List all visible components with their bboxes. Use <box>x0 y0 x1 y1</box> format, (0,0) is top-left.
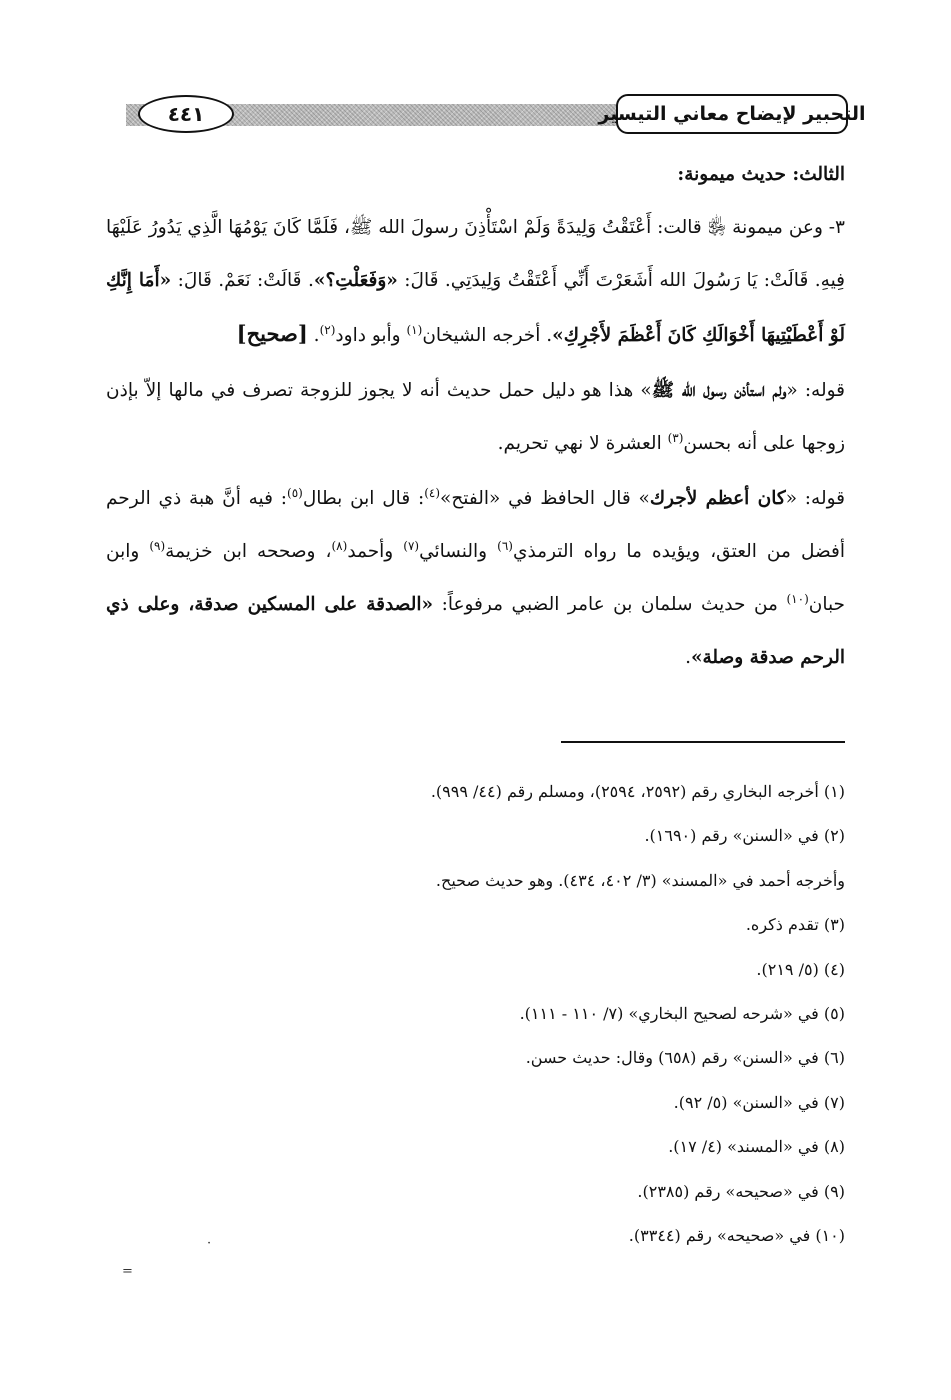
footnote-item: (٣) تقدم ذكره. <box>745 915 845 935</box>
commentary-paragraph <box>106 364 845 470</box>
scan-speck: · <box>207 1236 212 1251</box>
commentary-text: ، وصححه ابن خزيمة <box>165 541 332 562</box>
hadith-intro: وعن ميمونة ﵂ قالت: <box>651 217 823 238</box>
footnote-ref: (٤) <box>424 485 441 500</box>
footnote-item: (٢) في «السنن» رقم (١٦٩٠). <box>644 826 845 846</box>
footnote-item: وأخرجه أحمد في «المسند» (٣/ ٤٠٢، ٤٣٤). وهو حديث صحيح. <box>435 870 845 890</box>
commentary-text: من حديث سلمان بن عامر الضبي مرفوعاً: <box>433 594 787 615</box>
hadith-text: وأبو داود <box>335 325 407 346</box>
footnote-ref: (٨) <box>331 538 348 553</box>
footnote-item: (٨) في «المسند» (٤/ ١٧). <box>668 1137 845 1157</box>
commentary-text: العشرة لا نهي تحريم. <box>497 433 668 454</box>
footnote-ref: (٢) <box>319 322 336 337</box>
commentary-text: وأحمد <box>347 541 404 562</box>
hadith-number: ٣- <box>822 217 845 238</box>
footnote-item: (١) أخرجه البخاري رقم (٢٥٩٢، ٢٥٩٤)، ومسلم رقم (٤٤/ ٩٩٩). <box>430 782 845 801</box>
commentary-paragraph <box>106 472 845 684</box>
hadith-paragraph <box>106 201 845 362</box>
hadith-quote: «أَمَا إِنَّكِ لَوْ أَعْطَيْتِيهَا أَخْوَالَكِ كَانَ أَعْظَمَ لأَجْرِكِ» <box>106 270 845 346</box>
footnote-ref: (٩) <box>149 538 166 553</box>
header-title-frame <box>598 94 866 134</box>
commentary-text: : قال ابن بطال <box>302 488 425 509</box>
footnote-item: (٤) (٥/ ٢١٩). <box>756 959 845 979</box>
page-number-frame <box>138 95 234 133</box>
footnote-item: (٥) في «شرحه لصحيح البخاري» (٧/ ١١٠ - ١١١). <box>519 1004 845 1024</box>
footnote-ref: (٧) <box>403 538 420 553</box>
quoted-hadith: «الصدقة على المسكين صدقة، وعلى ذي الرحم صدقة وصلة» <box>106 594 845 668</box>
footnote-ref: (٣) <box>667 430 684 445</box>
footnote-item: (١٠) في «صحيحه» رقم (٣٣٤٤). <box>628 1226 845 1246</box>
commentary-text: » قال الحافظ في «الفتح» <box>440 488 650 509</box>
footnote-ref: (٥) <box>287 485 303 500</box>
footnote-item: (٧) في «السنن» (٥/ ٩٢). <box>673 1092 845 1112</box>
footnote-separator <box>561 741 845 743</box>
hadith-text: . <box>307 325 320 346</box>
commentary-text: : فيه أنَّ هبة ذي الرحم أفضل من العتق، ويؤيده ما رواه الترمذي <box>106 488 846 562</box>
hadith-text: . قَالَتْ: نَعَمْ. قَالَ: <box>171 270 314 291</box>
section-heading: الثالث: حديث ميمونة: <box>677 164 845 185</box>
page-header <box>126 92 866 138</box>
footnote-item: (٦) في «السنن» رقم (٦٥٨) وقال: حديث حسن. <box>525 1048 845 1068</box>
hadith-quote: «وَفَعَلْتِ؟» <box>313 270 398 291</box>
footnote-ref: (٦) <box>497 538 513 553</box>
commentary-text: والنسائي <box>419 541 498 562</box>
hadith-text: . أخرجه الشيخان <box>422 325 553 346</box>
hadith-grade: [صحيح] <box>236 321 308 346</box>
commentary-text: » هذا هو دليل حمل حديث أنه لا يجوز للزوجة تصرف في مالها إلاّ بإذن زوجها على أنه بحسن <box>106 380 845 454</box>
book-title: التحبير لإيضاح معاني التيسير <box>598 103 866 125</box>
footnote-ref: (١) <box>406 322 423 337</box>
page-number: ٤٤١ <box>167 102 205 126</box>
footnotes-section <box>106 770 845 1258</box>
footnote-item: (٩) في «صحيحه» رقم (٢٣٨٥). <box>637 1181 845 1201</box>
footnote-ref: (١٠) <box>786 591 809 606</box>
commentary-text: وابن حبان <box>106 541 845 615</box>
quoted-phrase: كان أعظم لأجرك <box>649 488 786 509</box>
hadith-text: أَعْتَقْتُ وَلِيدَةً وَلَمْ اسْتَأْذِنَ رسولَ الله ﷺ، فَلَمَّا كَانَ يَوْمُهَا الَّذِي يَدُورُ عَلَيْهَا فِيهِ. قَالَتْ: يَا رَسُولَ الله أَشَعَرْتَ أَنِّي أَعْتَقْتُ وَلِيدَتِي. قَالَ: <box>106 217 845 291</box>
commentary-text: قوله: « <box>786 380 846 401</box>
quoted-phrase: ولم استأذن رسول الله ﷺ <box>651 380 787 401</box>
scan-speck: = <box>122 1264 133 1279</box>
commentary-text: . <box>685 647 691 668</box>
commentary-text: قوله: « <box>785 488 845 509</box>
main-text <box>106 148 845 684</box>
